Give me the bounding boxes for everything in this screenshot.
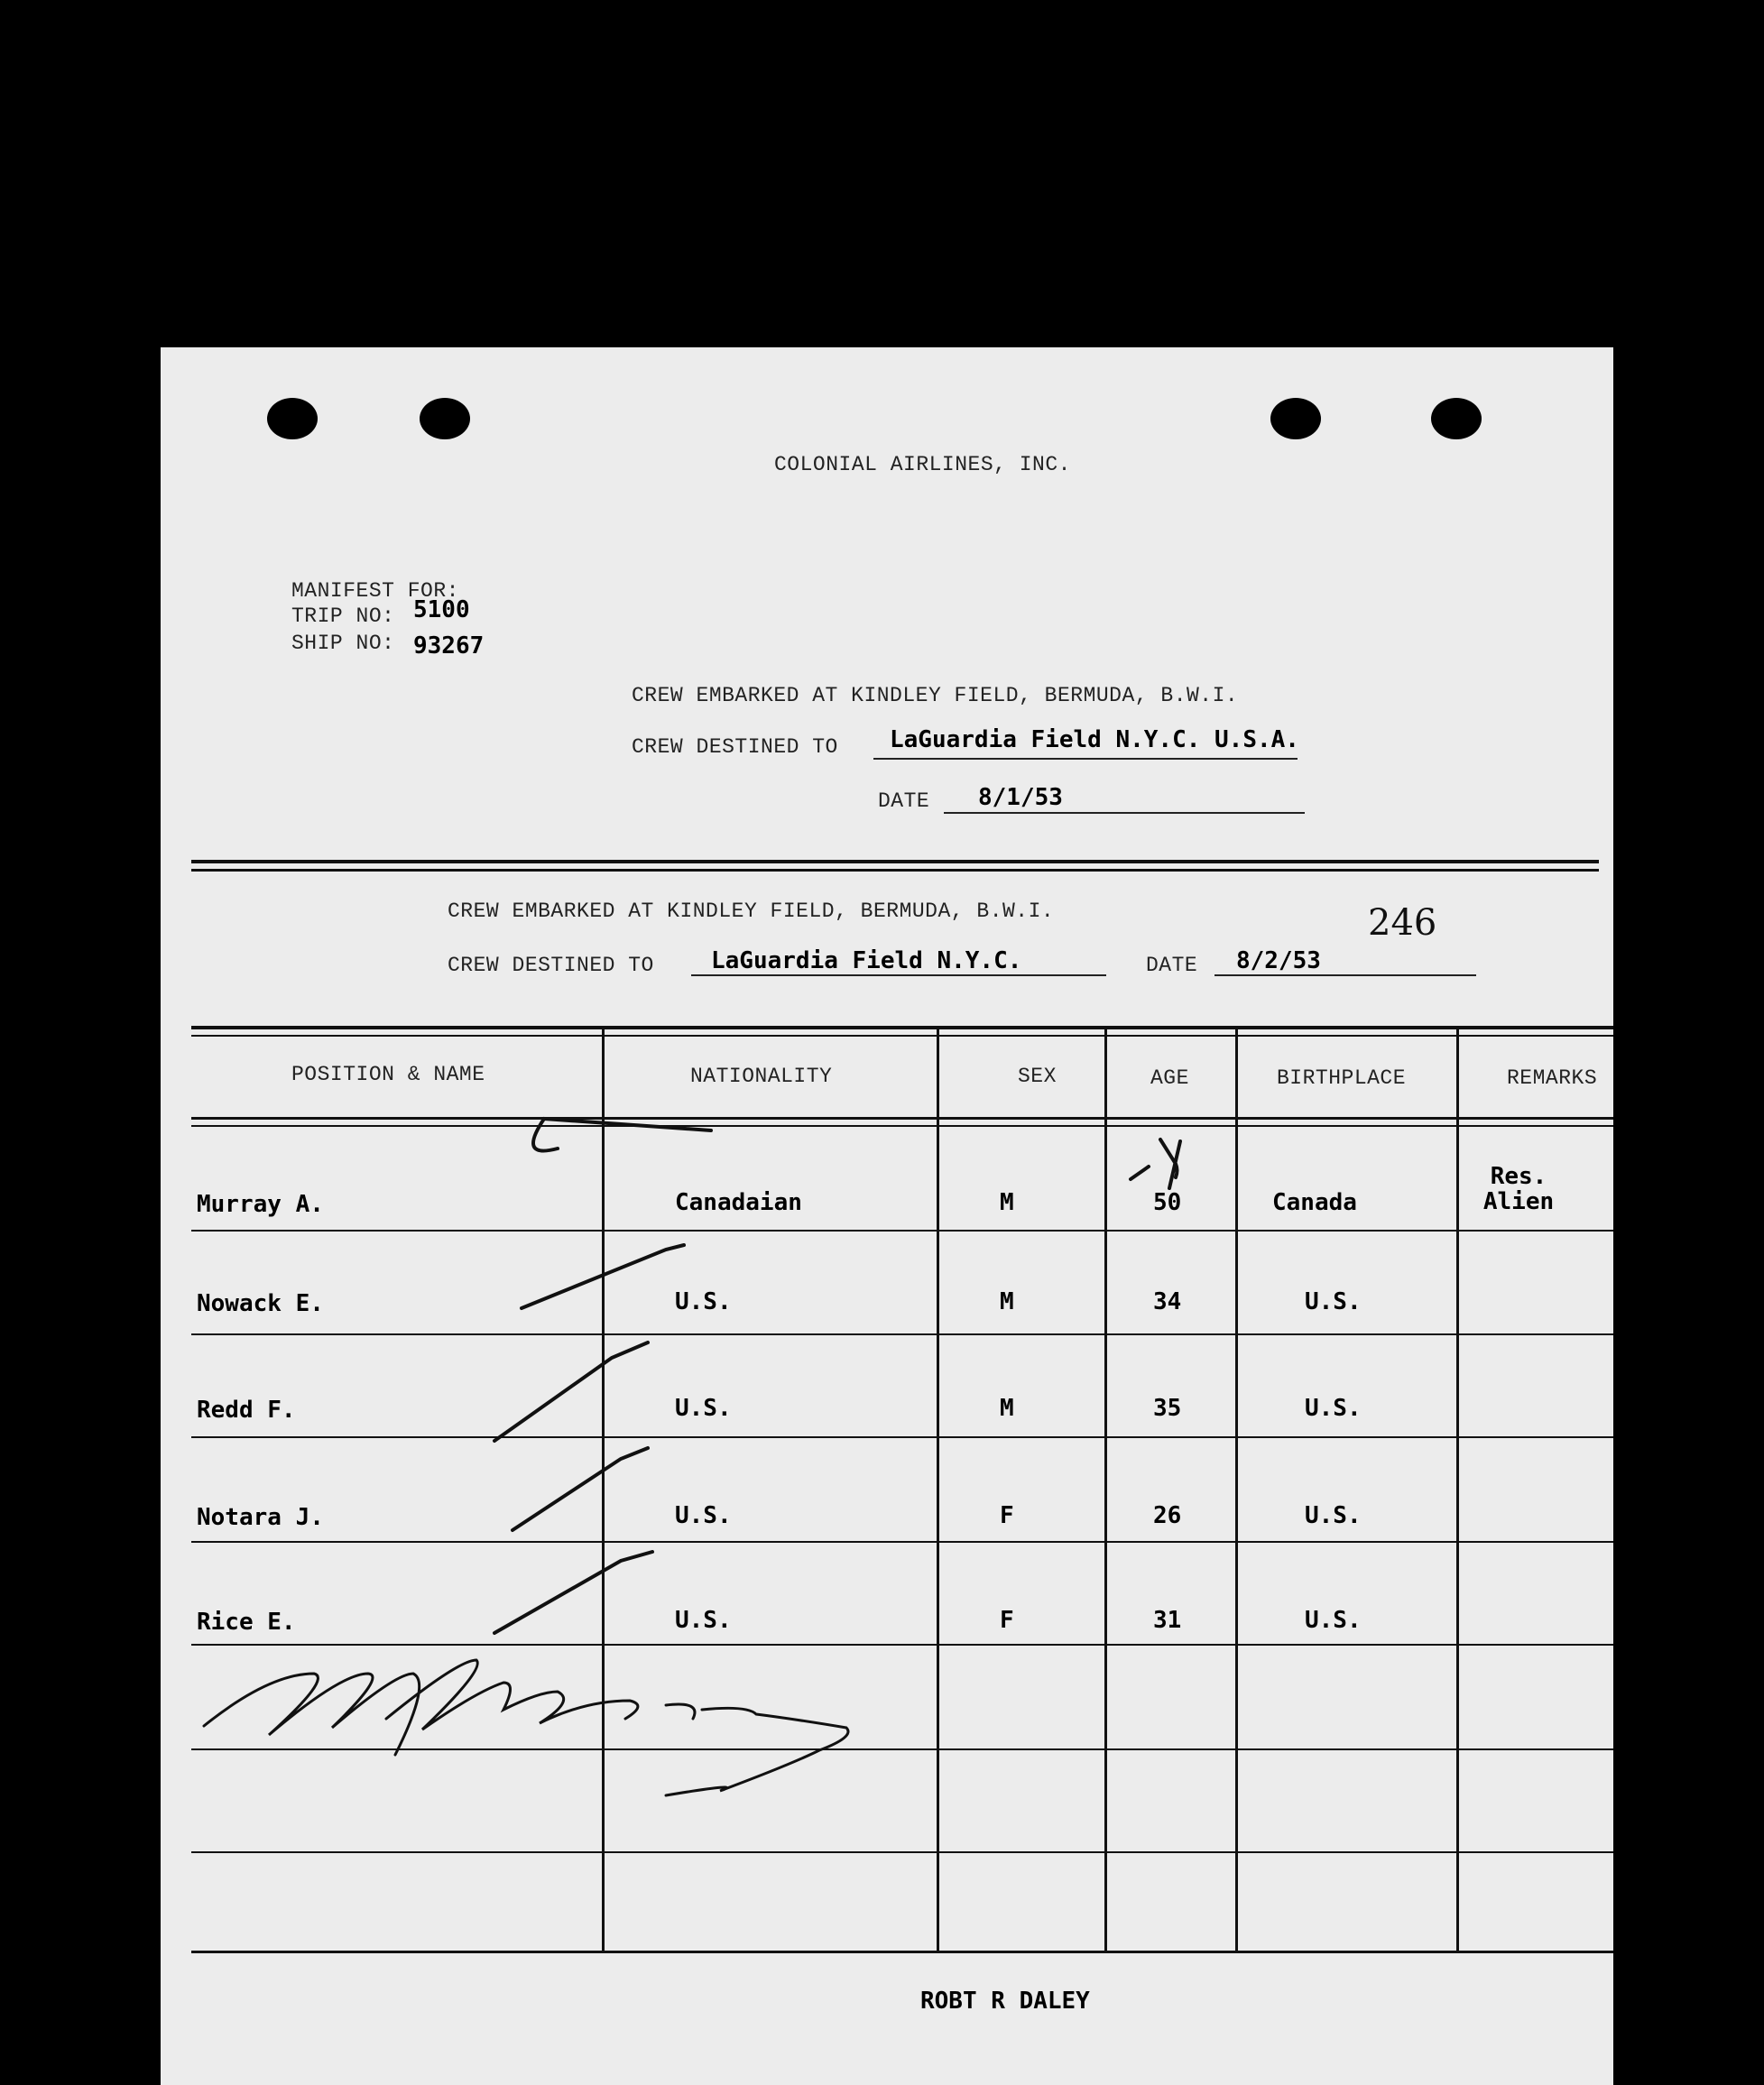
section2-date-label: DATE: [1146, 954, 1198, 977]
table-row-birthplace: U.S.: [1305, 1607, 1362, 1634]
table-row-name: Murray A.: [197, 1191, 324, 1218]
column-header-nationality: NATIONALITY: [690, 1065, 833, 1088]
handwritten-marks: [161, 347, 1613, 2085]
section2-embarked: CREW EMBARKED AT KINDLEY FIELD, BERMUDA, B.W.I.: [448, 900, 1055, 923]
table-row-birthplace: U.S.: [1305, 1502, 1362, 1529]
company-name: COLONIAL AIRLINES, INC.: [774, 453, 1071, 476]
check-mark: [494, 1552, 652, 1633]
column-header-remarks: REMARKS: [1507, 1066, 1598, 1090]
table-row-name: Rice E.: [197, 1609, 296, 1636]
manifest-label: MANIFEST FOR:: [291, 579, 459, 603]
table-row-sex: M: [1000, 1288, 1014, 1315]
check-mark: [494, 1342, 648, 1441]
table-row-birthplace: Canada: [1272, 1189, 1357, 1216]
column-header-sex: SEX: [1018, 1065, 1057, 1088]
page-number-stamp: 246: [1368, 902, 1437, 944]
manifest-page: [161, 347, 1613, 2085]
trip-label: TRIP NO:: [291, 604, 395, 628]
section1-embarked: CREW EMBARKED AT KINDLEY FIELD, BERMUDA, B.W.I.: [632, 684, 1239, 707]
column-header-position-name: POSITION & NAME: [291, 1063, 485, 1086]
table-row-nationality: U.S.: [675, 1395, 732, 1422]
check-mark: [533, 1119, 711, 1151]
table-row-sex: F: [1000, 1502, 1014, 1529]
section2-date: 8/2/53: [1236, 947, 1321, 974]
table-row-nationality: U.S.: [675, 1502, 732, 1529]
section1-date-label: DATE: [878, 789, 930, 813]
table-row-birthplace: U.S.: [1305, 1395, 1362, 1422]
column-header-age: AGE: [1150, 1066, 1189, 1090]
table-row-nationality: U.S.: [675, 1607, 732, 1634]
table-row-nationality: Canadaian: [675, 1189, 802, 1216]
table-row-birthplace: U.S.: [1305, 1288, 1362, 1315]
table-row-age: 34: [1153, 1288, 1182, 1315]
table-row-name: Notara J.: [197, 1504, 324, 1531]
section2-destined-label: CREW DESTINED TO: [448, 954, 654, 977]
table-row-sex: F: [1000, 1607, 1014, 1634]
table-row-age: 35: [1153, 1395, 1182, 1422]
trip-number: 5100: [413, 596, 470, 623]
table-row-age: 50: [1153, 1189, 1182, 1216]
table-row-nationality: U.S.: [675, 1288, 732, 1315]
signature: [204, 1660, 848, 1795]
signer-name: ROBT R DALEY: [920, 1988, 1090, 2015]
section1-destination: LaGuardia Field N.Y.C. U.S.A.: [890, 726, 1299, 753]
table-row-sex: M: [1000, 1395, 1014, 1422]
table-row-name: Nowack E.: [197, 1290, 324, 1317]
table-row-remarks: Res. Alien: [1482, 1163, 1555, 1215]
check-mark: [513, 1448, 648, 1530]
section1-date: 8/1/53: [978, 784, 1063, 811]
ship-number: 93267: [413, 632, 485, 660]
check-mark: [522, 1245, 684, 1308]
table-row-age: 26: [1153, 1502, 1182, 1529]
section2-destination: LaGuardia Field N.Y.C.: [711, 947, 1022, 974]
table-row-age: 31: [1153, 1607, 1182, 1634]
ship-label: SHIP NO:: [291, 632, 395, 655]
table-row-sex: M: [1000, 1189, 1014, 1216]
age-check-mark: [1131, 1139, 1180, 1188]
table-row-name: Redd F.: [197, 1397, 296, 1424]
column-header-birthplace: BIRTHPLACE: [1277, 1066, 1407, 1090]
section1-destined-label: CREW DESTINED TO: [632, 735, 838, 759]
